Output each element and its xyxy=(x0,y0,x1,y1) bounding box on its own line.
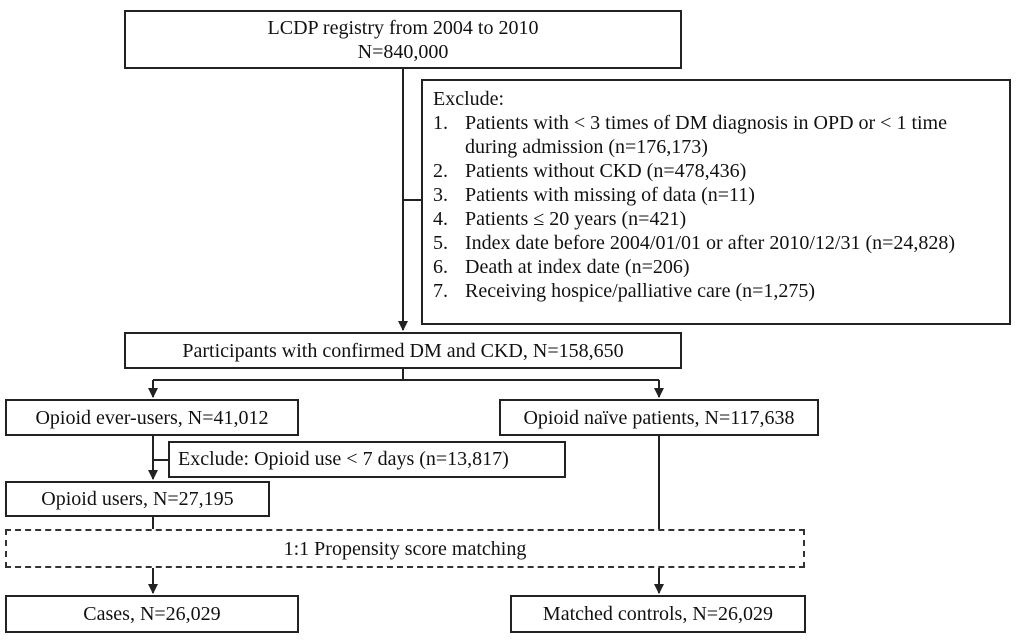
cases-box xyxy=(5,595,299,633)
short-use-exclusion-label: Exclude: Opioid use < 7 days (n=13,817) xyxy=(178,448,509,470)
opioid-users-label: Opioid users, N=27,195 xyxy=(41,488,234,510)
exclusion-item: 3. Patients with missing of data (n=11) xyxy=(433,184,755,206)
exclusion-box xyxy=(421,79,1011,325)
participants-label: Participants with confirmed DM and CKD, N=158,650 xyxy=(182,339,624,362)
exclusion-header: Exclude: xyxy=(433,88,505,110)
exclusion-item: 7. Receiving hospice/palliative care (n=1,275) xyxy=(433,280,816,302)
opioid-users-box xyxy=(5,481,270,517)
naive-box xyxy=(499,399,819,436)
psm-box xyxy=(5,529,805,568)
registry-count: N=840,000 xyxy=(357,40,449,63)
exclusion-list xyxy=(433,111,999,303)
cases-label: Cases, N=26,029 xyxy=(83,603,221,625)
ever-users-label: Opioid ever-users, N=41,012 xyxy=(35,406,269,429)
exclusion-item: 6. Death at index date (n=206) xyxy=(433,256,690,278)
short-use-exclusion-box xyxy=(168,441,566,478)
participants-box xyxy=(124,332,682,369)
psm-label: 1:1 Propensity score matching xyxy=(283,537,527,560)
registry-title: LCDP registry from 2004 to 2010 xyxy=(267,16,539,39)
exclusion-item: 5. Index date before 2004/01/01 or after 2010/12/31 (n=24,828) xyxy=(433,232,956,254)
exclusion-item: 2. Patients without CKD (n=478,436) xyxy=(433,160,747,182)
registry-box xyxy=(124,10,682,69)
exclusion-item: 1. Patients with < 3 times of DM diagnosis in OPD or < 1 time during admission (n=176,173) xyxy=(433,112,947,158)
ever-users-box xyxy=(5,399,299,436)
naive-label: Opioid naïve patients, N=117,638 xyxy=(523,406,795,429)
exclusion-item: 4. Patients ≤ 20 years (n=421) xyxy=(433,208,687,230)
controls-label: Matched controls, N=26,029 xyxy=(542,603,774,625)
controls-box xyxy=(510,595,806,633)
